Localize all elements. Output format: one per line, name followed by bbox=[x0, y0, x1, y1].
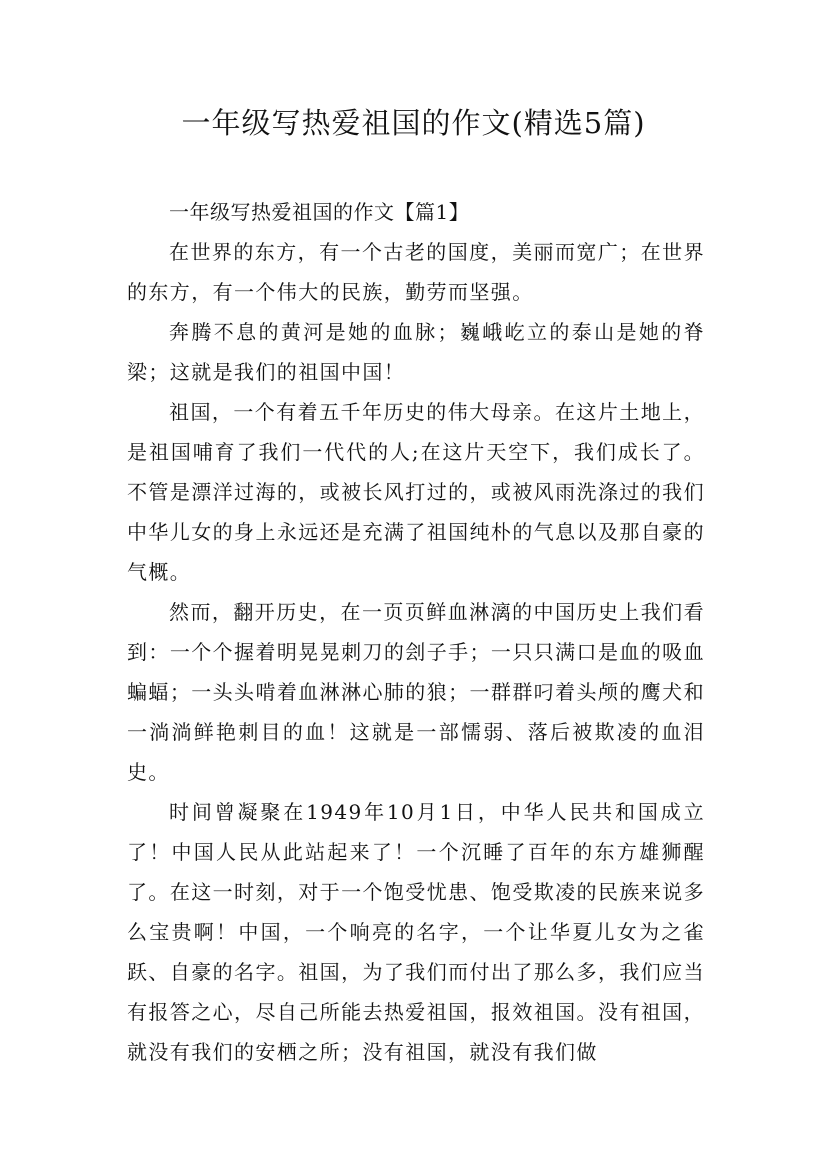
paragraph-4: 然而，翻开历史，在一页页鲜血淋漓的中国历史上我们看到：一个个握着明晃晃刺刀的刽子手；一只只满口是血的吸血蝙蝠；一头头啃着血淋淋心肺的狼；一群群叼着头颅的鹰犬和一淌淌鲜艳刺目的血！这就是一部懦弱、落后被欺凌的血泪史。 bbox=[127, 600, 705, 784]
paragraph-1: 在世界的东方，有一个古老的国度，美丽而宽广；在世界的东方，有一个伟大的民族，勤劳而坚强。 bbox=[127, 240, 705, 304]
section-heading: 一年级写热爱祖国的作文【篇1】 bbox=[169, 200, 470, 224]
document-title: 一年级写热爱祖国的作文(精选5篇) bbox=[181, 106, 646, 140]
document-body bbox=[127, 192, 705, 1072]
paragraph-5: 时间曾凝聚在1949年10月1日，中华人民共和国成立了！中国人民从此站起来了！一个沉睡了百年的东方雄狮醒了。在这一时刻，对于一个饱受忧患、饱受欺凌的民族来说多么宝贵啊！中国，一个响亮的名字，一个让华夏儿女为之雀跃、自豪的名字。祖国，为了我们而付出了那么多，我们应当有报答之心，尽自己所能去热爱祖国，报效祖国。没有祖国，就没有我们的安栖之所；没有祖国，就没有我们做 bbox=[127, 800, 705, 1064]
paragraph-2: 奔腾不息的黄河是她的血脉；巍峨屹立的泰山是她的脊梁；这就是我们的祖国中国！ bbox=[127, 320, 705, 384]
paragraph-3: 祖国，一个有着五千年历史的伟大母亲。在这片土地上，是祖国哺育了我们一代代的人;在这片天空下，我们成长了。不管是漂洋过海的，或被长风打过的，或被风雨洗涤过的我们中华儿女的身上永远还是充满了祖国纯朴的气息以及那自豪的气概。 bbox=[127, 400, 705, 584]
